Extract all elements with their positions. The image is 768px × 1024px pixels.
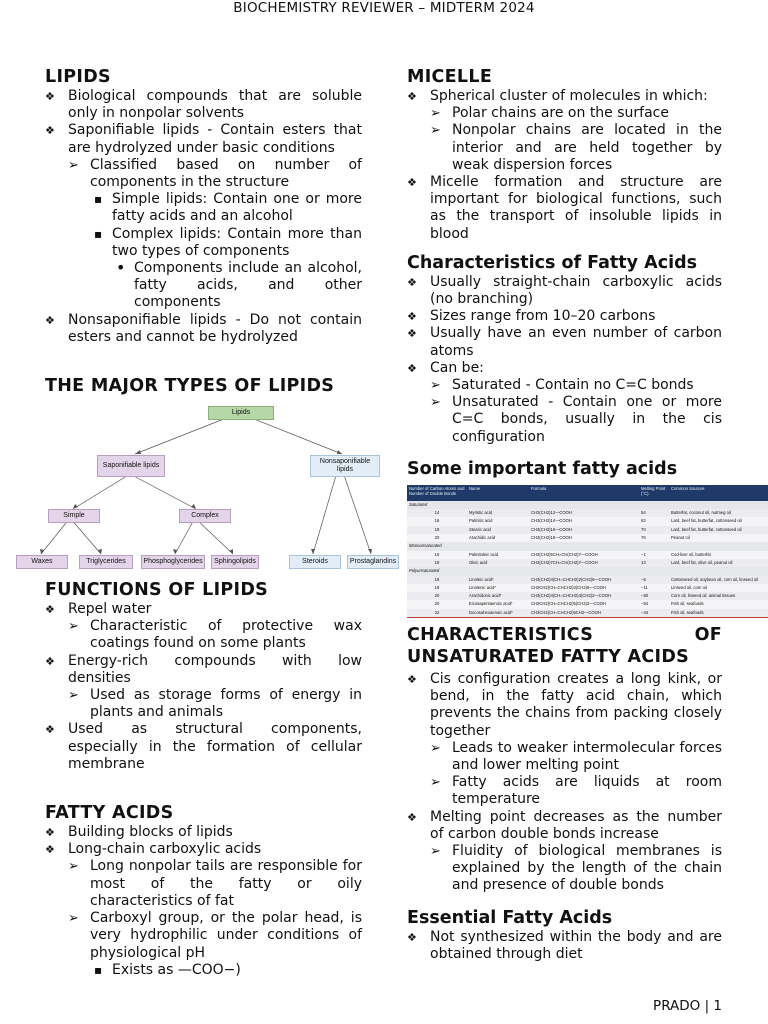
- table-header: Name: [467, 485, 529, 501]
- list-item: ➢ Used as storage forms of energy in plants and animals: [68, 687, 362, 721]
- diagram-connectors: [7, 406, 397, 571]
- table-cell: 13: [639, 559, 669, 567]
- table-cell: Arachidonic acid*: [467, 592, 529, 600]
- list-item: ❖ Energy-rich compounds with low densities: [45, 653, 362, 687]
- fatty-acids-section: [45, 802, 362, 979]
- list-item: ➢ Leads to weaker intermolecular forces and lower melting point: [430, 740, 722, 774]
- characteristics-fa-sublist: [430, 377, 722, 446]
- table-cell: 18: [407, 526, 467, 534]
- table-cell: 18: [407, 584, 467, 592]
- list-item: ❖ Nonsaponifiable lipids - Do not contain esters and cannot be hydrolyzed: [45, 312, 362, 346]
- list-item: ❖ Usually straight-chain carboxylic acids (no branching): [407, 274, 722, 308]
- table-group-label: Saturated: [407, 501, 768, 509]
- table-cell: 20: [407, 592, 467, 600]
- table-row: [407, 576, 768, 584]
- list-item: ➢ Characteristic of protective wax coatings found on some plants: [68, 618, 362, 652]
- list-item: ❖ Sizes range from 10–20 carbons: [407, 308, 722, 325]
- unsaturated-heading-a: CHARACTERISTICS: [407, 625, 594, 646]
- lipid-types-diagram: [7, 406, 397, 571]
- table-cell: −54: [639, 600, 669, 608]
- unsaturated-heading: [407, 624, 722, 646]
- unsaturated-list: [407, 671, 722, 740]
- characteristics-fa-section: [407, 252, 722, 446]
- node-steroids: Steroids: [289, 555, 341, 569]
- major-types-section: [31, 375, 397, 571]
- list-item: ➢ Saturated - Contain no C=C bonds: [430, 377, 722, 394]
- table-header: Number of Carbon Atoms and Number of Double Bonds: [407, 485, 467, 501]
- table-cell: CH3(CH2)4(CH=CHCH2)2(CH2)6—COOH: [529, 576, 639, 584]
- table-cell: Stearic acid: [467, 526, 529, 534]
- table-header-row: [407, 485, 768, 501]
- table-cell: Lard, beef fat, butterfat, cottonseed oil: [669, 526, 768, 534]
- functions-sublist-2: [68, 687, 362, 721]
- node-prostaglandins: Prostaglandins: [347, 555, 399, 569]
- essential-heading: Essential Fatty Acids: [407, 907, 613, 928]
- table-cell: Arachidic acid: [467, 534, 529, 542]
- table-cell: −50: [639, 592, 669, 600]
- functions-list: [45, 601, 362, 618]
- table-cell: 14: [407, 509, 467, 517]
- list-item: ❖ Spherical cluster of molecules in which:: [407, 88, 722, 105]
- list-item: ❖ Usually have an even number of carbon atoms: [407, 325, 722, 359]
- table-cell: Linoleic acid*: [467, 576, 529, 584]
- table-cell: 20: [407, 600, 467, 608]
- important-fa-heading: Some important fatty acids: [407, 458, 678, 479]
- table-cell: 70: [639, 526, 669, 534]
- table-row: [407, 534, 768, 542]
- micelle-heading: MICELLE: [407, 67, 493, 87]
- lipids-list-end: [45, 312, 362, 346]
- list-item: ➢ Fluidity of biological membranes is explained by the length of the chain and presence of double bonds: [430, 843, 722, 895]
- functions-list-3: [45, 721, 362, 773]
- table-row: [407, 584, 768, 592]
- table-group-row: [407, 501, 768, 509]
- table-group-label: Monounsaturated: [407, 542, 768, 550]
- micelle-list-2: [407, 174, 722, 243]
- table-cell: 16: [407, 517, 467, 525]
- unsaturated-section: [407, 624, 722, 895]
- table-cell: 63: [639, 517, 669, 525]
- lipids-sub-sublist: [90, 191, 362, 260]
- table-cell: CH3(CH2)4(CH=CHCH2)4(CH2)2—COOH: [529, 592, 639, 600]
- table-cell: CH3(CH2)16—COOH: [529, 526, 639, 534]
- left-column: [31, 66, 397, 979]
- table-cell: Myristic acid: [467, 509, 529, 517]
- table-group-label: Polyunsaturated: [407, 567, 768, 575]
- table-row: [407, 509, 768, 517]
- node-triglycerides: Triglycerides: [79, 555, 133, 569]
- list-item: ❖ Long-chain carboxylic acids: [45, 841, 362, 858]
- node-nonsaponifiable: Nonsaponifiable lipids: [310, 455, 380, 477]
- table-cell: Fish oil, seafoods: [669, 600, 768, 608]
- table-cell: 54: [639, 509, 669, 517]
- list-item: ❖ Saponifiable lipids - Contain esters that are hydrolyzed under basic conditions: [45, 122, 362, 156]
- list-item: • Components include an alcohol, fatty acids, and other components: [112, 260, 362, 312]
- node-complex: Complex: [179, 509, 231, 523]
- table-cell: Corn oil, linseed oil, animal tissues: [669, 592, 768, 600]
- essential-list: [407, 929, 722, 963]
- fatty-acids-heading: FATTY ACIDS: [45, 803, 174, 824]
- characteristics-fa-list: [407, 274, 722, 377]
- lipids-list: [45, 88, 362, 157]
- table-row: [407, 526, 768, 534]
- list-item: ❖ Used as structural components, especially in the formation of cellular membrane: [45, 721, 362, 773]
- table-row: [407, 551, 768, 559]
- right-column: [407, 66, 759, 963]
- node-phosphoglycerides: Phosphoglycerides: [141, 555, 205, 569]
- important-fa-section: [407, 458, 759, 618]
- fatty-acids-table: [407, 485, 768, 618]
- major-types-heading: THE MAJOR TYPES OF LIPIDS: [45, 376, 335, 397]
- list-item: ❖ Repel water: [45, 601, 362, 618]
- page-footer: PRADO | 1: [653, 998, 722, 1014]
- table-cell: CH3CH2(CH=CHCH2)5(CH2)2—COOH: [529, 600, 639, 608]
- lipids-heading: LIPIDS: [45, 67, 111, 87]
- lipids-section: [45, 66, 362, 346]
- table-cell: Linolenic acid*: [467, 584, 529, 592]
- table-cell: 16: [407, 551, 467, 559]
- list-item: ➢ Fatty acids are liquids at room temperature: [430, 774, 722, 808]
- micelle-sublist: [430, 105, 722, 174]
- functions-section: [45, 579, 362, 773]
- list-item: ➢ Long nonpolar tails are responsible for most of the fatty or oily characteristics of fat: [68, 858, 362, 910]
- table-cell: CH3(CH2)12—COOH: [529, 509, 639, 517]
- table-group-row: [407, 542, 768, 550]
- functions-list-2: [45, 653, 362, 687]
- list-item: ❖ Cis configuration creates a long kink, or bend, in the fatty acid chain, which prevents the chains from packing closely together: [407, 671, 722, 740]
- list-item: ➢ Polar chains are on the surface: [430, 105, 722, 122]
- table-cell: 18: [407, 576, 467, 584]
- table-cell: Palmitic acid: [467, 517, 529, 525]
- list-item: ➢ Carboxyl group, or the polar head, is very hydrophilic under conditions of physiological pH: [68, 910, 362, 962]
- table-row: [407, 609, 768, 618]
- table-cell: −1: [639, 551, 669, 559]
- node-lipids: Lipids: [208, 406, 274, 420]
- table-cell: Linseed oil, corn oil: [669, 584, 768, 592]
- table-header: Melting Point (°C): [639, 485, 669, 501]
- unsaturated-heading-c: UNSATURATED FATTY ACIDS: [407, 647, 690, 668]
- table-header: Common Sources: [669, 485, 768, 501]
- fatty-acids-list: [45, 824, 362, 858]
- table-cell: −44: [639, 609, 669, 618]
- table-cell: 22: [407, 609, 467, 618]
- table-cell: CH3(CH2)18—COOH: [529, 534, 639, 542]
- node-simple: Simple: [48, 509, 100, 523]
- list-item: ❖ Building blocks of lipids: [45, 824, 362, 841]
- list-item: ▪ Simple lipids: Contain one or more fatty acids and an alcohol: [90, 191, 362, 225]
- table-cell: CH3CH2(CH=CHCH2)3(CH2)6—COOH: [529, 584, 639, 592]
- table-cell: Cod-liver oil, butterfat: [669, 551, 768, 559]
- unsaturated-sublist: [430, 740, 722, 809]
- lipids-sublist: [68, 157, 362, 191]
- list-item: ❖ Biological compounds that are soluble only in nonpolar solvents: [45, 88, 362, 122]
- table-cell: Butterfat, coconut oil, nutmeg oil: [669, 509, 768, 517]
- table-cell: Palmitoleic acid: [467, 551, 529, 559]
- table-row: [407, 559, 768, 567]
- table-row: [407, 592, 768, 600]
- node-sphingolipids: Sphingolipids: [211, 555, 259, 569]
- table-body: [407, 501, 768, 618]
- table-cell: −5: [639, 576, 669, 584]
- table-cell: 76: [639, 534, 669, 542]
- list-item: ➢ Nonpolar chains are located in the interior and are held together by weak dispersion forces: [430, 122, 722, 174]
- table-row: [407, 600, 768, 608]
- unsaturated-heading-b: OF: [694, 625, 722, 646]
- table-cell: 18: [407, 559, 467, 567]
- table-cell: CH3(CH2)14—COOH: [529, 517, 639, 525]
- unsaturated-sublist-2: [430, 843, 722, 895]
- list-item: ❖ Melting point decreases as the number of carbon double bonds increase: [407, 809, 722, 843]
- table-cell: CH3CH2(CH=CHCH2)6CH2—COOH: [529, 609, 639, 618]
- functions-heading: FUNCTIONS OF LIPIDS: [45, 580, 269, 601]
- table-group-row: [407, 567, 768, 575]
- fatty-acids-sublist: [68, 858, 362, 961]
- essential-section: [407, 907, 722, 963]
- list-item: ➢ Unsaturated - Contain one or more C=C bonds, usually in the cis configuration: [430, 394, 722, 446]
- table-cell: Eicosapentaenoic acid*: [467, 600, 529, 608]
- page-header: BIOCHEMISTRY REVIEWER – MIDTERM 2024: [233, 0, 535, 16]
- table-cell: Cottonseed oil, soybean oil, corn oil, linseed oil: [669, 576, 768, 584]
- characteristics-fa-heading: Characteristics of Fatty Acids: [407, 252, 698, 273]
- node-saponifiable: Saponifiable lipids: [97, 455, 165, 477]
- list-item: ➢ Classified based on number of components in the structure: [68, 157, 362, 191]
- table-cell: Oleic acid: [467, 559, 529, 567]
- table-cell: Peanut oil: [669, 534, 768, 542]
- unsaturated-list-2: [407, 809, 722, 843]
- table-cell: Fish oil, seafoods: [669, 609, 768, 618]
- node-waxes: Waxes: [16, 555, 68, 569]
- list-item: ▪ Exists as —COO−): [90, 962, 362, 979]
- table-cell: Lard, beef fat, olive oil, peanut oil: [669, 559, 768, 567]
- fatty-acids-sub-sublist: [90, 962, 362, 979]
- micelle-list: [407, 88, 722, 105]
- list-item: ❖ Not synthesized within the body and are obtained through diet: [407, 929, 722, 963]
- table-row: [407, 517, 768, 525]
- table-cell: CH3(CH2)7CH=CH(CH2)7—COOH: [529, 559, 639, 567]
- table-header: Formula: [529, 485, 639, 501]
- micelle-section: [407, 66, 722, 243]
- list-item: ❖ Micelle formation and structure are important for biological functions, such as the transport of insoluble lipids in blood: [407, 174, 722, 243]
- table-cell: 20: [407, 534, 467, 542]
- list-item: ❖ Can be:: [407, 360, 722, 377]
- table-cell: Docosahexaenoic acid*: [467, 609, 529, 618]
- table-cell: CH3(CH2)5CH=CH(CH2)7—COOH: [529, 551, 639, 559]
- functions-sublist: [68, 618, 362, 652]
- table-cell: Lard, beef fat, butterfat, cottonseed oil: [669, 517, 768, 525]
- table-cell: −11: [639, 584, 669, 592]
- lipids-deep-sublist: [112, 260, 362, 312]
- list-item: ▪ Complex lipids: Contain more than two types of components: [90, 226, 362, 260]
